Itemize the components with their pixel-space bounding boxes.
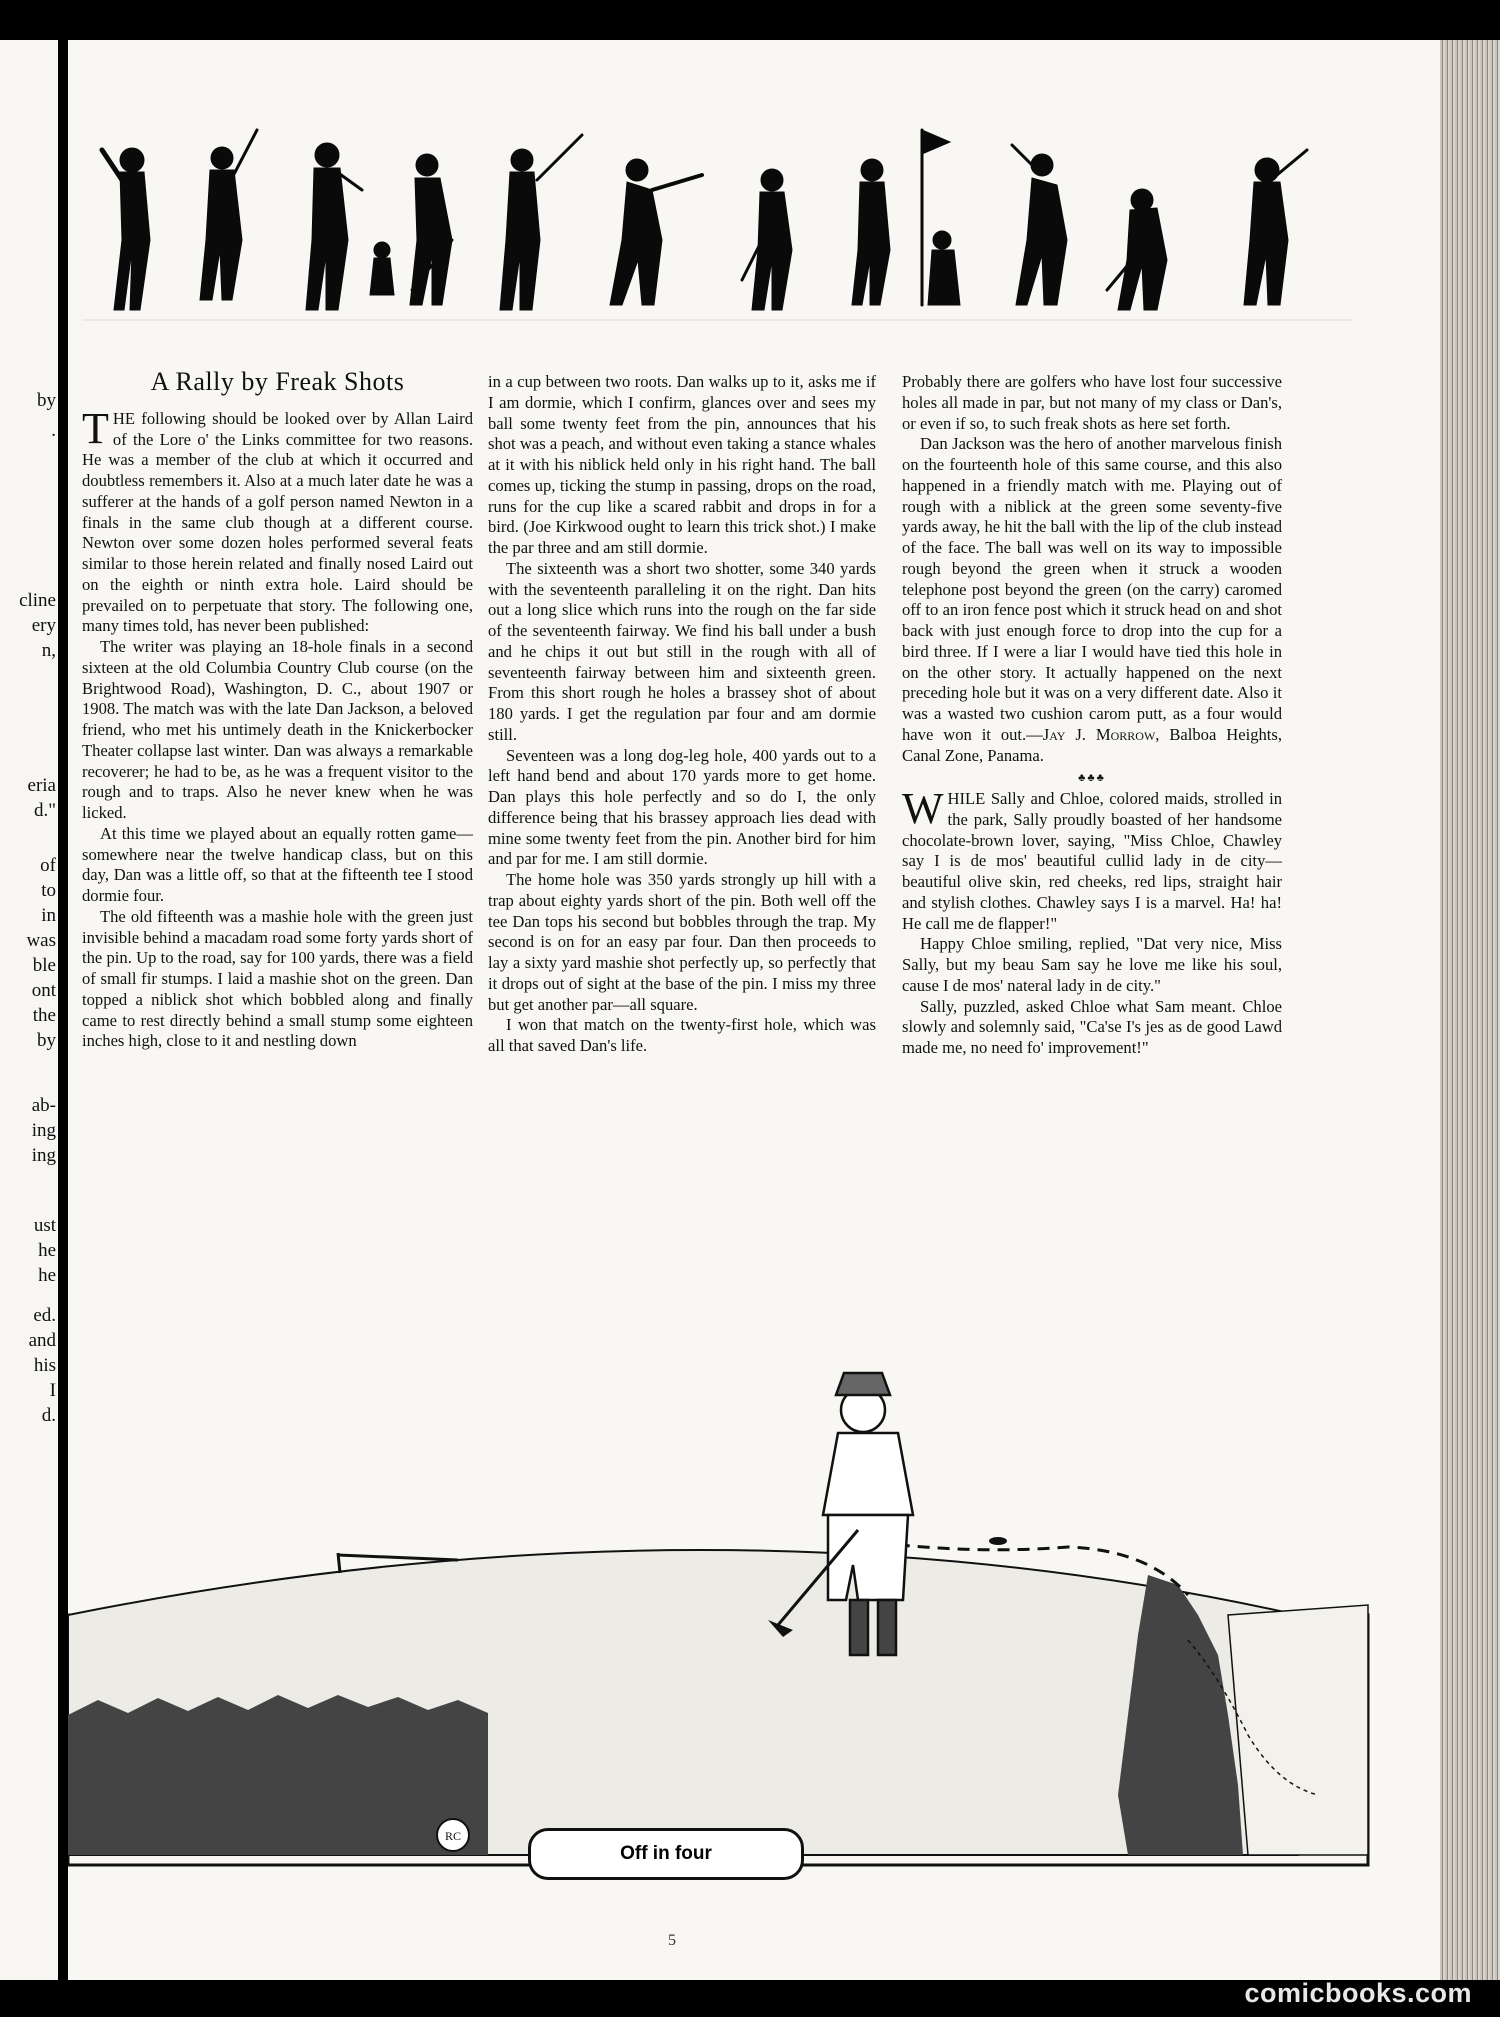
margin-text-fragment: eria [27,775,56,796]
article-paragraph: At this time we played about an equally rotten game—somewhere near the twelve handicap class, but on this day, Dan was a little off, so that at the fifteenth tee I stood dormie four. [82,823,473,905]
artist-monogram: RC [444,1829,462,1843]
margin-text-fragment: by [37,390,56,411]
margin-text-fragment: n, [41,640,56,661]
drop-cap: T [82,403,109,453]
margin-text-fragment: in [41,905,56,926]
margin-text-fragment: he [38,1265,56,1286]
section-ornament: ♣♣♣ [1078,772,1106,785]
margin-text-fragment: d. [41,1405,56,1426]
article-paragraph: Probably there are golfers who have lost four successive holes all made in par, but not many of my class or Dan's, or even if so, to such freak shots as here set forth. [902,372,1282,433]
text-column-1 [82,367,473,1052]
article-paragraph: I won that match on the twenty-first hole, which was all that saved Dan's life. [488,1015,876,1055]
article-heading: A Rally by Freak Shots [150,367,405,396]
margin-text-fragment: the [32,1005,56,1026]
author-signature: Jay J. Morrow [1042,724,1156,744]
golfer-silhouette-banner [82,90,1352,330]
margin-text-fragment: . [51,420,56,441]
margin-text-fragment: ing [31,1120,56,1141]
author-location: , Balboa Heights, Canal Zone, Panama. [902,724,1282,765]
margin-text-fragment: of [40,855,56,876]
margin-text-fragment: and [28,1330,56,1351]
drop-cap: W [902,784,944,833]
adjacent-page-strip [0,40,58,1980]
margin-text-fragment: ust [33,1215,56,1236]
magazine-page [68,40,1440,1980]
margin-text-fragment: cline [19,590,56,611]
margin-text-fragment: I [49,1380,56,1401]
golf-cartoon-illustration [68,1315,1378,1870]
page-number: 5 [668,1932,676,1949]
article-paragraph: Sally, puzzled, asked Chloe what Sam meant. Chloe slowly and solemnly said, "Ca'se I's jes as de good Lawd made me, no need fo' improvement!" [902,996,1282,1057]
margin-text-fragment: ing [31,1145,56,1166]
article-paragraph: The sixteenth was a short two shotter, some 340 yards with the seventeenth paralleling it on the right. Dan hits out a long slice which runs into the rough on the far side of the seventeenth fairway. We find his ball under a bush and he chips it out but still in the rough with all of seventeenth fairway between him and sixteenth green. From this short rough he holes a brassey shot of about 180 yards. I get the regulation par four and am dormie still. [488,558,876,744]
article-paragraph: Seventeen was a long dog-leg hole, 400 yards out to a left hand bend and about 170 yards more to get home. Dan plays this hole perfectly and so do I, the only difference being that his brassey approach lies dead with mine some twenty feet from the pin. Another bird for him and par for me. I am still dormie. [488,745,876,869]
margin-text-fragment: ont [31,980,56,1001]
article-paragraph: Dan Jackson was the hero of another marvelous finish on the fourteenth hole of this same course, and this also happened in a friendly match with me. Playing out of rough with a niblick at the green some seventy-five yards away, he hit the ball with the lip of the club instead of the face. The ball was well on its way to impossible rough beyond the green when it struck a wooden telephone post beyond the green (on the carry) caromed off to an iron fence post which it struck head on and shot back with just enough force to drop into the cup for a bird three. If I were a liar I would have tied this hole in on the other story. It actually happened on the next preceding hole but it was on a very different date. Also it was a wasted two cushion carom putt, as a four would have won it out.—Jay J. Morrow, Balboa Heights, Canal Zone, Panama. [902,434,1282,765]
article-paragraph: WHILE Sally and Chloe, colored maids, strolled in the park, Sally proudly boasted of her handsome chocolate-brown lover, saying, "Miss Chloe, Chawley say I is de mos' beautiful cullid lady in de city—beautiful olive skin, red cheeks, red lips, straight hair and stylish clothes. Chawley says I is a marvel. Ha! ha! He call me de flapper!" [902,784,1282,933]
margin-text-fragment: ed. [33,1305,56,1326]
margin-text-fragment: to [41,880,56,901]
article-paragraph: The home hole was 350 yards strongly up hill with a trap about eighty yards short of the pin. Both well off the tee Dan tops his second but bobbles through the trap. My second is on for an easy par four. Dan then proceeds to lay a sixty yard mashie shot perfectly up, so perfectly that it drops out of sight at the base of the pin. I miss my three but get another par—all square. [488,870,876,1014]
article-paragraph: THE following should be looked over by Allan Laird of the Lore o' the Links committee for two reasons. He was a member of the club at which it occurred and doubtless remembers it. Also at a much later date he was a sufferer at the hands of a golf person named Newton in a finals in the same club though at a different course. Newton over some dozen holes performed several feats similar to those herein related and finally nosed Laird out on the eighth or ninth extra hole. Laird should be prevailed on to perpetuate that story. The following one, many times told, has never been published: [82,403,473,636]
margin-text-fragment: was [26,930,56,951]
margin-text-fragment: ery [31,615,56,636]
article-paragraph: The old fifteenth was a mashie hole with the green just invisible behind a macadam road some forty yards short of the pin. Up to the road, say for 100 yards, there was a field of small fir stumps. I laid a mashie shot on the green. Dan topped a niblick shot which bobbled along and finally came to rest directly behind a small stump some eighteen inches high, close to it and nestling down [82,906,473,1051]
margin-text-fragment: ab- [31,1095,56,1116]
article-paragraph: Happy Chloe smiling, replied, "Dat very nice, Miss Sally, but my beau Sam say he love me like his soul, cause I de mos' nateral lady in de city." [902,934,1282,995]
margin-text-fragment: he [38,1240,56,1261]
source-watermark: comicbooks.com [1244,1978,1472,2008]
text-column-3 [902,372,1282,1059]
margin-text-fragment: d." [33,800,56,821]
article-paragraph: in a cup between two roots. Dan walks up to it, asks me if I am dormie, which I confirm, glances over and sees my ball some twenty feet from the pin, announces that his shot was a peach, and without even taking a stance whales at it with his niblick held only in his right hand. The ball comes up, ticking the stump in passing, drops on the road, runs for the cup like a scared rabbit and drops in for a bird. (Joe Kirkwood ought to learn this trick shot.) I make the par three and am still dormie. [488,372,876,557]
illustration-caption: Off in four [528,1828,804,1880]
article-paragraph: The writer was playing an 18-hole finals in a second sixteen at the old Columbia Country Club course (on the Brightwood Road), Washington, D. C., about 1907 or 1908. The match was with the late Dan Jackson, a beloved friend, who met his untimely death in the Knickerbocker Theater collapse last winter. Dan was always a remarkable recoverer; he had to be, as he was a frequent visitor to the rough and to traps. Also he never knew when he was licked. [82,637,473,822]
page-edge-stack [1440,40,1500,1980]
margin-text-fragment: by [37,1030,56,1051]
margin-text-fragment: his [33,1355,56,1376]
margin-text-fragment: ble [32,955,56,976]
text-column-2 [488,372,876,1057]
